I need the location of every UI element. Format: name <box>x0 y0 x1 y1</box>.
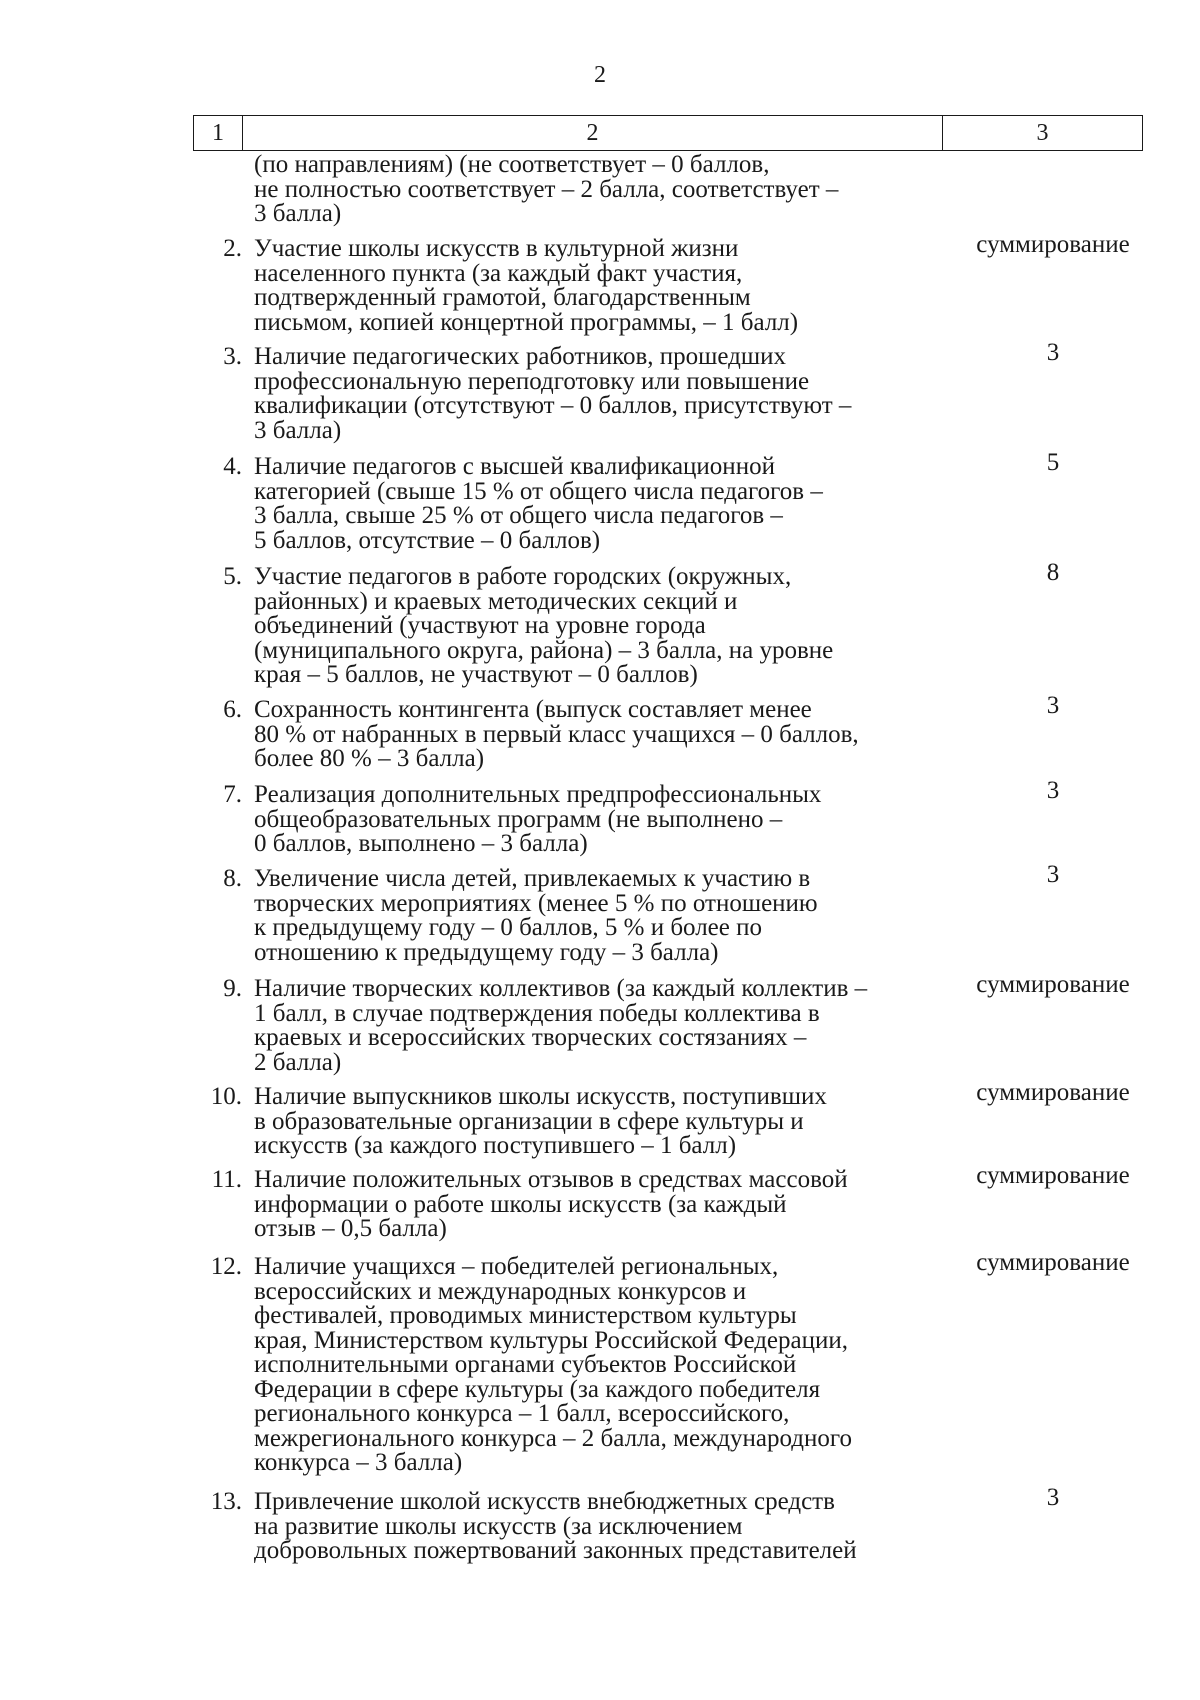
text-line: Наличие творческих коллективов (за каждый коллектив – <box>254 975 868 1002</box>
row-number: 2. <box>223 235 242 262</box>
table-row <box>190 449 1150 575</box>
table-header <box>193 115 1143 151</box>
text-line: края, Министерством культуры Российской Федерации, <box>254 1326 849 1354</box>
row-score: суммирование <box>976 971 1130 998</box>
text-line: информации о работе школы искусств (за каждый <box>254 1190 787 1218</box>
row-number: 11. <box>211 1166 242 1193</box>
text-line: Участие школы искусств в культурной жизни <box>254 235 739 262</box>
text-line: краевых и всероссийских творческих состязаниях – <box>254 1024 807 1051</box>
row-number: 13. <box>210 1488 242 1515</box>
text-line: населенного пункта (за каждый факт участия, <box>254 259 743 287</box>
text-line: Федерации в сфере культуры (за каждого победителя <box>254 1375 821 1403</box>
row-score: суммирование <box>976 1162 1130 1189</box>
table-row <box>190 231 1150 357</box>
text-line: Привлечение школой искусств внебюджетных средств <box>254 1488 835 1515</box>
text-line: отношению к предыдущему году – 3 балла) <box>254 938 719 966</box>
row-text <box>254 1255 954 1476</box>
header-cell-col2: 2 <box>243 116 943 150</box>
text-line: добровольных пожертвований законных представителей <box>254 1537 857 1564</box>
text-line: фестивалей, проводимых министерством культуры <box>254 1302 797 1329</box>
text-line: районных) и краевых методических секций и <box>254 587 738 615</box>
table-row <box>190 559 1150 688</box>
row-text <box>254 237 954 335</box>
text-line: подтвержденный грамотой, благодарственным <box>254 284 751 311</box>
row-text <box>254 1085 954 1159</box>
row-score: 3 <box>1046 1484 1060 1511</box>
text-line: 2 балла) <box>254 1048 342 1076</box>
text-line: 3 балла) <box>254 416 342 444</box>
row-score: 3 <box>1046 861 1060 888</box>
text-line: (муниципального округа, района) – 3 балла, на уровне <box>254 636 834 664</box>
row-text <box>254 1490 954 1564</box>
row-number: 6. <box>223 696 242 723</box>
text-line: регионального конкурса – 1 балл, всероссийского, <box>254 1400 790 1427</box>
text-line: отзыв – 0,5 балла) <box>254 1215 447 1242</box>
text-line: Реализация дополнительных предпрофессиональных <box>254 781 822 808</box>
text-line: края – 5 баллов, не участвуют – 0 баллов) <box>254 661 698 688</box>
row-text <box>254 867 954 965</box>
text-line: не полностью соответствует – 2 балла, соответствует – <box>254 175 839 203</box>
row-text <box>254 565 954 688</box>
row-score: 5 <box>1046 449 1060 476</box>
header-cell-col1: 1 <box>194 116 243 150</box>
row-text <box>254 698 954 772</box>
text-line: на развитие школы искусств (за исключением <box>254 1512 743 1540</box>
text-line: исполнительными органами субъектов Российской <box>254 1351 797 1378</box>
row-text <box>254 977 954 1075</box>
row-number: 3. <box>223 343 242 370</box>
row-number: 7. <box>223 781 242 808</box>
row-score: 3 <box>1046 339 1060 366</box>
text-line: (по направлениям) (не соответствует – 0 баллов, <box>254 151 770 178</box>
text-line: общеобразовательных программ (не выполнено – <box>254 805 783 833</box>
row-score: 3 <box>1046 777 1060 804</box>
row-number: 8. <box>223 865 242 892</box>
table-row <box>190 339 1150 465</box>
row-number: 5. <box>223 563 242 590</box>
text-line: квалификации (отсутствуют – 0 баллов, присутствуют – <box>254 392 852 419</box>
text-line: к предыдущему году – 0 баллов, 5 % и более по <box>254 914 763 941</box>
text-line: письмом, копией концертной программы, – 1 балл) <box>254 308 799 336</box>
row-text <box>254 1168 954 1242</box>
row-number: 9. <box>223 975 242 1002</box>
text-line: Наличие учащихся – победителей региональных, <box>254 1253 779 1280</box>
text-line: 1 балл, в случае подтверждения победы коллектива в <box>254 999 820 1027</box>
row-score: 8 <box>1046 559 1060 586</box>
row-score: суммирование <box>976 1249 1130 1276</box>
text-line: в образовательные организации в сфере культуры и <box>254 1107 804 1135</box>
text-line: 80 % от набранных в первый класс учащихся – 0 баллов, <box>254 720 859 748</box>
row-score: суммирование <box>976 231 1130 258</box>
text-line: Наличие педагогов с высшей квалификационной <box>254 453 775 480</box>
text-line: 5 баллов, отсутствие – 0 баллов) <box>254 526 601 554</box>
text-line: 3 балла, свыше 25 % от общего числа педагогов – <box>254 502 783 529</box>
text-line: всероссийских и международных конкурсов и <box>254 1277 747 1305</box>
text-line: творческих мероприятиях (менее 5 % по отношению <box>254 889 818 917</box>
text-line: более 80 % – 3 балла) <box>254 745 485 772</box>
table-row <box>190 1484 1150 1610</box>
row-text <box>254 783 954 857</box>
text-line: конкурса – 3 балла) <box>254 1449 463 1476</box>
text-line: 3 балла) <box>254 200 342 227</box>
text-line: профессиональную переподготовку или повышение <box>254 367 810 395</box>
row-text <box>254 345 954 443</box>
row-score: суммирование <box>976 1079 1130 1106</box>
text-line: искусств (за каждого поступившего – 1 балл) <box>254 1132 737 1159</box>
row-number: 4. <box>223 453 242 480</box>
text-line: Наличие выпускников школы искусств, поступивших <box>254 1083 827 1110</box>
row-number: 10. <box>210 1083 242 1110</box>
text-line: Участие педагогов в работе городских (окружных, <box>254 563 792 590</box>
text-line: Увеличение числа детей, привлекаемых к участию в <box>254 865 811 892</box>
text-line: категорией (свыше 15 % от общего числа педагогов – <box>254 477 823 505</box>
page-number: 2 <box>594 62 606 88</box>
table-row <box>190 861 1150 987</box>
text-line: Наличие педагогических работников, прошедших <box>254 343 787 370</box>
header-cell-col3: 3 <box>1036 120 1049 146</box>
continuation-text <box>254 153 954 227</box>
text-line: Сохранность контингента (выпуск составляет менее <box>254 696 812 723</box>
row-score: 3 <box>1046 692 1060 719</box>
row-number: 12. <box>210 1253 242 1280</box>
row-text <box>254 455 954 553</box>
text-line: объединений (участвуют на уровне города <box>254 612 706 639</box>
table-row <box>190 1249 1150 1476</box>
text-line: Наличие положительных отзывов в средствах массовой <box>254 1166 848 1193</box>
text-line: межрегионального конкурса – 2 балла, международного <box>254 1424 853 1452</box>
text-line: 0 баллов, выполнено – 3 балла) <box>254 830 588 857</box>
